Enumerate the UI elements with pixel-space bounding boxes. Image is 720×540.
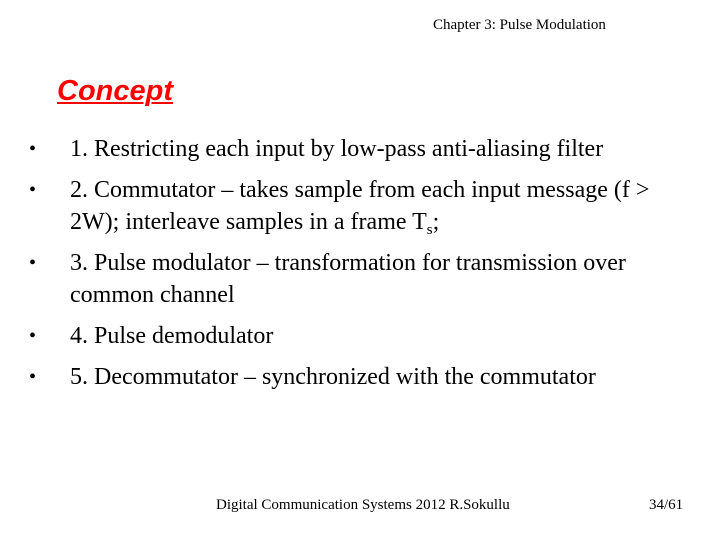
bullet-item bbox=[29, 320, 689, 352]
slide-title: Concept bbox=[57, 75, 173, 107]
bullet-dot: • bbox=[29, 138, 37, 160]
bullet-text: 3. Pulse modulator – transformation for transmission over common channel bbox=[70, 250, 626, 308]
bullet-dot: • bbox=[29, 325, 37, 347]
bullet-item bbox=[29, 174, 689, 238]
bullet-text: 5. Decommutator – synchronized with the commutator bbox=[70, 364, 596, 390]
bullet-item bbox=[29, 361, 689, 393]
bullet-dot: • bbox=[29, 179, 37, 201]
chapter-header: Chapter 3: Pulse Modulation bbox=[433, 17, 606, 33]
bullet-dot: • bbox=[29, 366, 37, 388]
bullet-item bbox=[29, 133, 689, 165]
bullet-list bbox=[29, 133, 689, 402]
bullet-text: 2. Commutator – takes sample from each input message (f > 2W); interleave samples in a frame T bbox=[70, 177, 650, 235]
footer-text: Digital Communication Systems 2012 R.Sokullu bbox=[216, 497, 510, 513]
bullet-dot: • bbox=[29, 252, 37, 274]
page-number: 34/61 bbox=[649, 497, 684, 513]
bullet-item bbox=[29, 247, 689, 311]
bullet-text: 1. Restricting each input by low-pass anti-aliasing filter bbox=[70, 136, 604, 162]
bullet-text: 4. Pulse demodulator bbox=[70, 323, 274, 349]
subscript: s bbox=[426, 222, 433, 238]
bullet-text-suffix: ; bbox=[432, 209, 440, 235]
